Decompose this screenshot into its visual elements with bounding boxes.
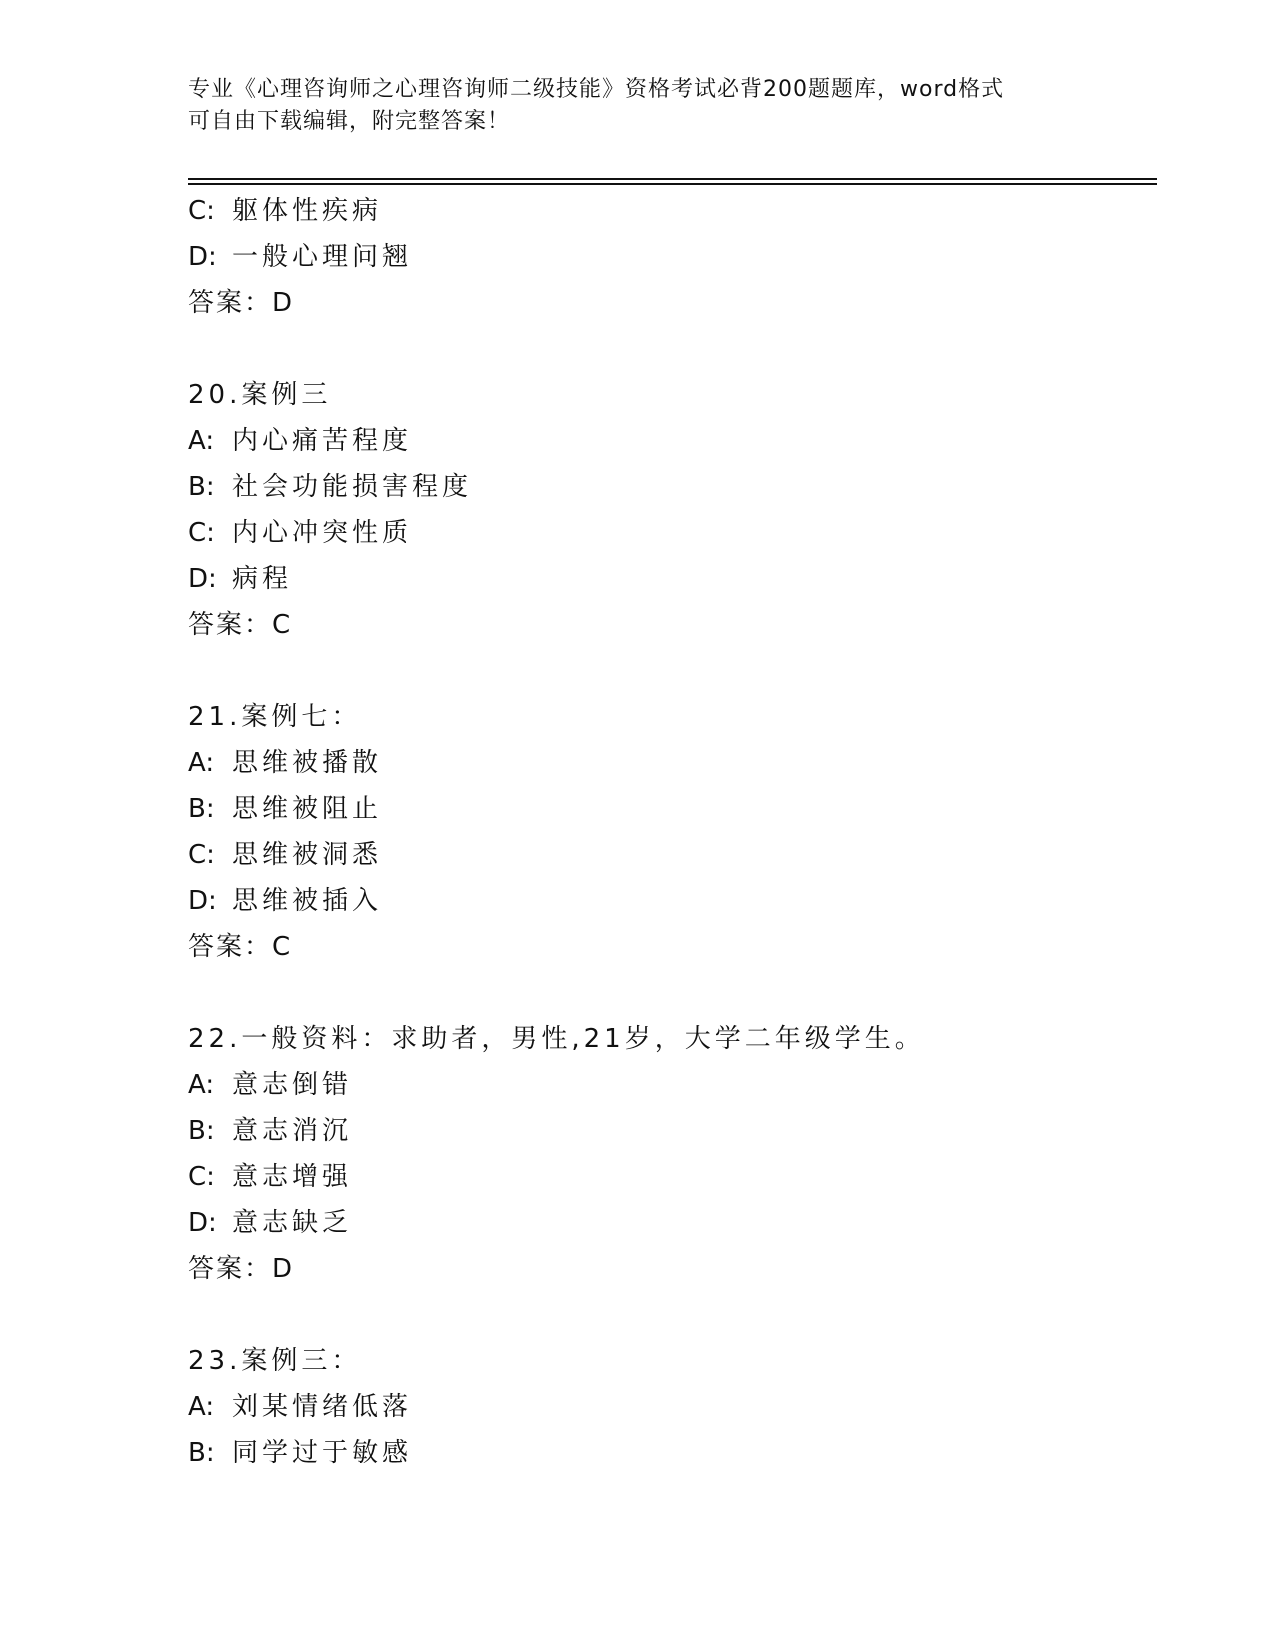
answer-line: 答案：D [188,288,295,318]
question-spacer [188,1292,1148,1338]
option-text: 思维被洞悉 [232,840,383,870]
option-key: D: [188,886,217,916]
option-d [188,234,1148,280]
option-b [188,464,1148,510]
option-key: B: [188,794,215,824]
option-text: 刘某情绪低落 [232,1392,413,1422]
option-key: C: [188,196,215,226]
option-key: B: [188,1438,215,1468]
question-spacer [188,648,1148,694]
option-text: 意志增强 [232,1162,353,1192]
option-c [188,1154,1148,1200]
question-spacer [188,326,1148,372]
option-key: D: [188,1208,217,1238]
option-text: 意志缺乏 [232,1208,353,1238]
option-a [188,418,1148,464]
option-key: D: [188,242,217,272]
question-title: 21.案例七： [188,702,362,732]
option-key: C: [188,840,215,870]
option-key: A: [188,1070,215,1100]
option-b [188,786,1148,832]
option-text: 社会功能损害程度 [232,472,473,502]
option-d [188,878,1148,924]
option-text: 意志消沉 [232,1116,353,1146]
option-key: C: [188,518,215,548]
option-text: 躯体性疾病 [232,196,383,226]
option-key: D: [188,564,217,594]
header-title-line-1: 专业《心理咨询师之心理咨询师二级技能》资格考试必背200题题库，word格式 [188,77,1005,102]
option-d [188,556,1148,602]
option-d [188,1200,1148,1246]
header-divider-bottom [188,183,1157,185]
option-b [188,1108,1148,1154]
option-c [188,188,1148,234]
option-text: 同学过于敏感 [232,1438,413,1468]
option-text: 一般心理问翘 [232,242,413,272]
option-a [188,740,1148,786]
answer-line: 答案：D [188,1254,295,1284]
answer-line: 答案：C [188,932,293,962]
option-text: 病程 [232,564,293,594]
option-text: 思维被插入 [232,886,383,916]
option-key: C: [188,1162,215,1192]
option-text: 意志倒错 [232,1070,353,1100]
question-title: 22.一般资料：求助者，男性,21岁，大学二年级学生。 [188,1024,925,1054]
document-header [188,74,1088,138]
option-text: 思维被播散 [232,748,383,778]
question-list [188,188,1148,1476]
option-key: B: [188,1116,215,1146]
option-text: 内心痛苦程度 [232,426,413,456]
option-a [188,1062,1148,1108]
option-key: A: [188,748,215,778]
option-text: 内心冲突性质 [232,518,413,548]
question-spacer [188,970,1148,1016]
option-a [188,1384,1148,1430]
option-c [188,510,1148,556]
option-b [188,1430,1148,1476]
option-key: A: [188,1392,215,1422]
header-title-line-2: 可自由下载编辑，附完整答案！ [188,109,511,134]
question-title: 20.案例三 [188,380,332,410]
option-c [188,832,1148,878]
question-title: 23.案例三： [188,1346,362,1376]
answer-line: 答案：C [188,610,293,640]
header-divider-top [188,178,1157,180]
option-text: 思维被阻止 [232,794,383,824]
option-key: A: [188,426,215,456]
option-key: B: [188,472,215,502]
